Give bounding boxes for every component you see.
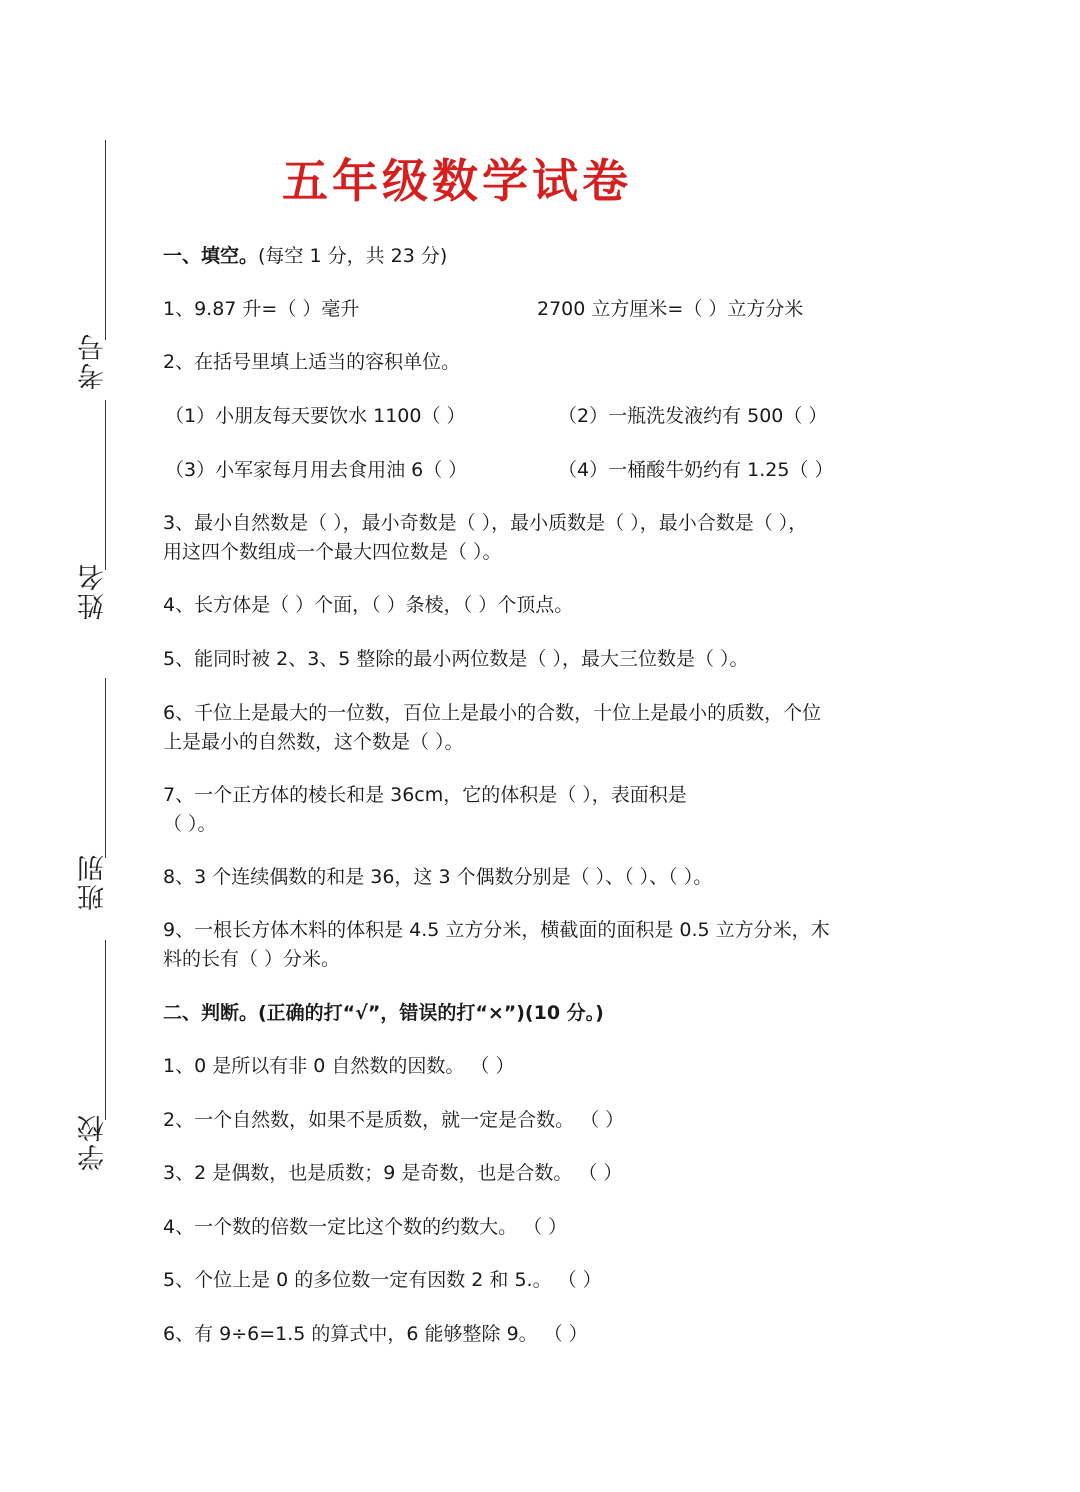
question-9-line1: 9、一根长方体木料的体积是 4.5 立方分米，横截面的面积是 0.5 立方分米，木 [163, 919, 830, 941]
judgment-3: 3、2 是偶数，也是质数；9 是奇数，也是合数。 （ ） [163, 1162, 623, 1184]
binding-line-2 [105, 400, 106, 570]
class-label: 班别 [78, 853, 109, 911]
binding-line-4 [105, 940, 106, 1120]
binding-line-1 [105, 140, 106, 340]
question-2-4: （4）一桶酸牛奶约有 1.25（ ） [558, 459, 834, 481]
section1-title: 一、填空。 [163, 245, 259, 267]
judgment-6: 6、有 9÷6=1.5 的算式中，6 能够整除 9。 （ ） [163, 1323, 588, 1345]
question-8: 8、3 个连续偶数的和是 36，这 3 个偶数分别是（ ）、（ ）、（ ）。 [163, 866, 713, 888]
question-6-line2: 上是最小的自然数，这个数是（ ）。 [163, 731, 464, 753]
question-1b: 2700 立方厘米=（ ）立方分米 [537, 298, 804, 320]
section1-score-note: (每空 1 分，共 23 分) [258, 245, 448, 267]
question-3-line1: 3、最小自然数是（ ），最小奇数是（ ），最小质数是（ ），最小合数是（ ）， [163, 512, 808, 534]
judgment-2: 2、一个自然数，如果不是质数，就一定是合数。 （ ） [163, 1109, 625, 1131]
question-4: 4、长方体是（ ）个面，（ ）条棱，（ ）个顶点。 [163, 594, 574, 616]
question-2-1: （1）小朋友每天要饮水 1100（ ） [165, 405, 466, 427]
judgment-4: 4、一个数的倍数一定比这个数的约数大。 （ ） [163, 1216, 568, 1238]
question-1a: 1、9.87 升=（ ）毫升 [163, 298, 360, 320]
judgment-1: 1、0 是所以有非 0 自然数的因数。 （ ） [163, 1055, 515, 1077]
question-2-3: （3）小军家每月用去食用油 6（ ） [165, 459, 468, 481]
section1-heading [163, 242, 447, 270]
question-7-line2: （ ）。 [163, 813, 217, 835]
question-2: 2、在括号里填上适当的容积单位。 [163, 351, 461, 373]
question-5: 5、能同时被 2、3、5 整除的最小两位数是（ ），最大三位数是（ ）。 [163, 648, 749, 670]
exam-number-label: 考号 [78, 332, 109, 390]
question-2-2: （2）一瓶洗发液约有 500（ ） [558, 405, 828, 427]
question-3-line2: 用这四个数组成一个最大四位数是（ ）。 [163, 541, 502, 563]
name-label: 姓名 [78, 562, 109, 620]
school-label: 学校 [78, 1113, 109, 1171]
question-9-line2: 料的长有（ ）分米。 [163, 948, 341, 970]
question-6-line1: 6、千位上是最大的一位数，百位上是最小的合数，十位上是最小的质数，个位 [163, 702, 822, 724]
section2-heading: 二、判断。(正确的打“√”，错误的打“×”)(10 分。) [163, 1002, 604, 1024]
judgment-5: 5、个位上是 0 的多位数一定有因数 2 和 5.。 （ ） [163, 1269, 602, 1291]
binding-line-3 [105, 678, 106, 858]
exam-title: 五年级数学试卷 [282, 154, 632, 208]
question-7-line1: 7、一个正方体的棱长和是 36cm，它的体积是（ ），表面积是 [163, 784, 687, 806]
